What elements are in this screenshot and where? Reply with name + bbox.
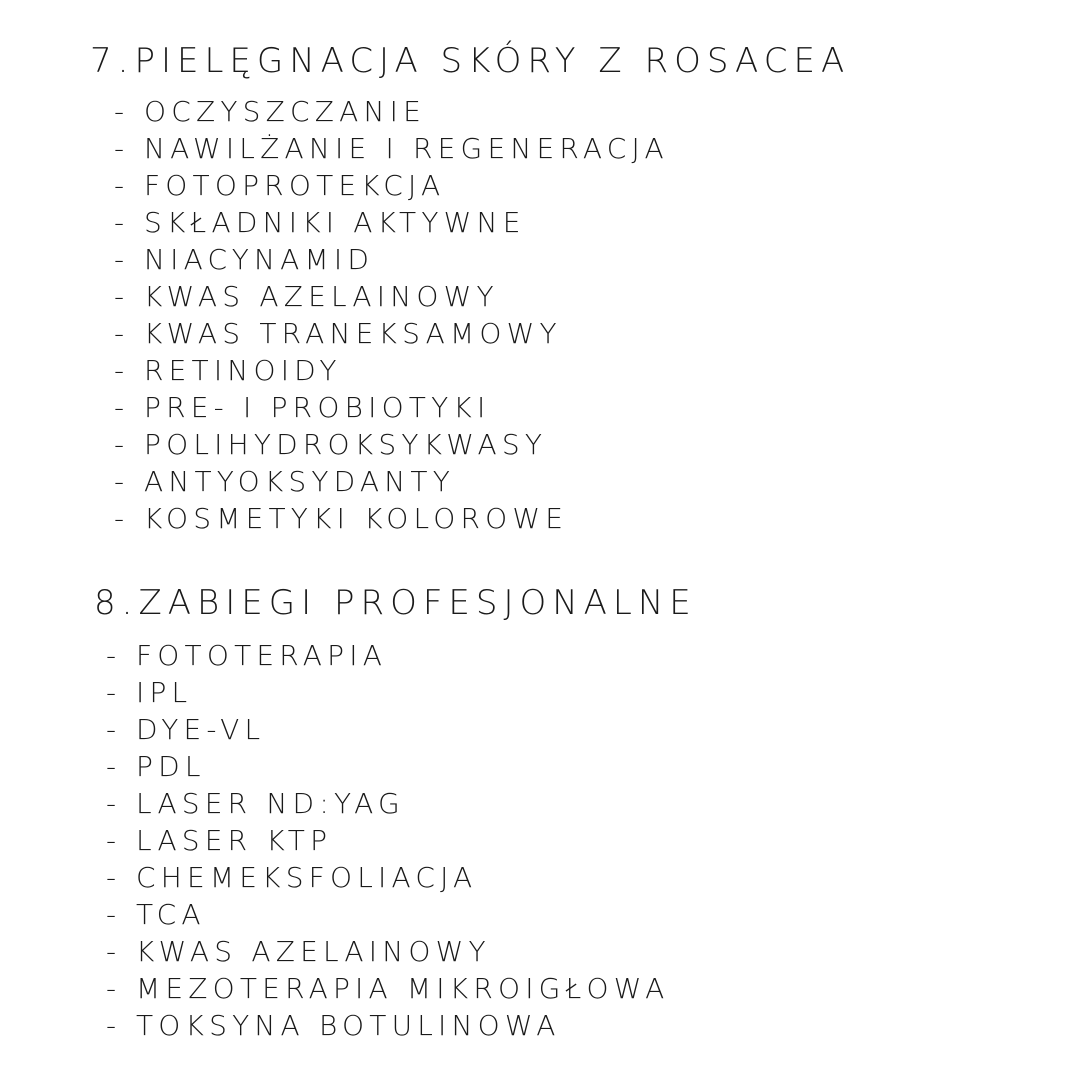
list-item-label: NAWILŻANIE I REGENERACJA — [144, 132, 669, 165]
list-item-label: CHEMEKSFOLIACJA — [136, 861, 478, 894]
list-item — [106, 637, 697, 674]
list-item — [106, 859, 697, 896]
section-procedures — [94, 578, 697, 1044]
list-item-label: ANTYOKSYDANTY — [144, 465, 456, 498]
list-item-label: NIACYNAMID — [144, 243, 375, 276]
list-item-label: SKŁADNIKI AKTYWNE — [144, 206, 526, 239]
list-marker: - — [114, 317, 130, 350]
list-item — [106, 785, 697, 822]
list-marker: - — [106, 713, 122, 746]
list-item-label: PRE- I PROBIOTYKI — [144, 391, 491, 424]
list-marker: - — [106, 1009, 122, 1042]
list-item-label: KWAS AZELAINOWY — [144, 280, 499, 313]
list-marker: - — [106, 787, 122, 820]
list-item — [114, 278, 850, 315]
list-marker: - — [114, 206, 130, 239]
list-item — [114, 315, 850, 352]
list-marker: - — [106, 639, 122, 672]
list-item — [106, 933, 697, 970]
list-item-label: FOTOPROTEKCJA — [144, 169, 446, 202]
list-item — [106, 970, 697, 1007]
list-item — [114, 93, 850, 130]
list-marker: - — [114, 428, 130, 461]
section-skincare — [90, 36, 850, 537]
list-item-label: DYE-VL — [136, 713, 266, 746]
list-marker: - — [114, 502, 130, 535]
list-item-label: PDL — [136, 750, 206, 783]
list-item — [114, 130, 850, 167]
list-item-label: POLIHYDROKSYKWASY — [144, 428, 548, 461]
list-marker: - — [114, 280, 130, 313]
list-item-label: MEZOTERAPIA MIKROIGŁOWA — [136, 972, 670, 1005]
list-item-label: LASER KTP — [136, 824, 333, 857]
list-item — [106, 748, 697, 785]
item-list — [114, 93, 850, 537]
list-item — [106, 674, 697, 711]
list-marker: - — [106, 676, 122, 709]
list-item — [106, 711, 697, 748]
item-list — [106, 637, 697, 1044]
list-marker: - — [114, 169, 130, 202]
list-item-label: RETINOIDY — [144, 354, 342, 387]
section-title: 7.PIELĘGNACJA SKÓRY Z ROSACEA — [90, 41, 851, 81]
list-marker: - — [106, 861, 122, 894]
list-item-label: KOSMETYKI KOLOROWE — [144, 502, 569, 535]
list-item — [114, 352, 850, 389]
list-item — [114, 389, 850, 426]
list-marker: - — [114, 465, 130, 498]
list-item — [114, 426, 850, 463]
list-item-label: KWAS AZELAINOWY — [136, 935, 491, 968]
list-marker: - — [114, 95, 130, 128]
list-item-label: FOTOTERAPIA — [136, 639, 388, 672]
list-marker: - — [106, 972, 122, 1005]
list-item-label: IPL — [136, 676, 193, 709]
list-marker: - — [114, 354, 130, 387]
list-item — [114, 204, 850, 241]
list-marker: - — [106, 935, 122, 968]
list-item — [114, 500, 850, 537]
list-item — [114, 167, 850, 204]
list-item — [106, 1007, 697, 1044]
list-item-label: TOKSYNA BOTULINOWA — [136, 1009, 561, 1042]
list-marker: - — [114, 243, 130, 276]
list-item — [106, 896, 697, 933]
section-title: 8.ZABIEGI PROFESJONALNE — [94, 583, 697, 623]
list-marker: - — [106, 898, 122, 931]
list-marker: - — [106, 824, 122, 857]
list-marker: - — [114, 391, 130, 424]
list-marker: - — [114, 132, 130, 165]
list-item-label: KWAS TRANEKSAMOWY — [144, 317, 562, 350]
list-item-label: TCA — [136, 898, 206, 931]
list-item — [114, 241, 850, 278]
list-marker: - — [106, 750, 122, 783]
list-item-label: LASER ND:YAG — [136, 787, 405, 820]
list-item — [106, 822, 697, 859]
list-item — [114, 463, 850, 500]
list-item-label: OCZYSZCZANIE — [144, 95, 427, 128]
